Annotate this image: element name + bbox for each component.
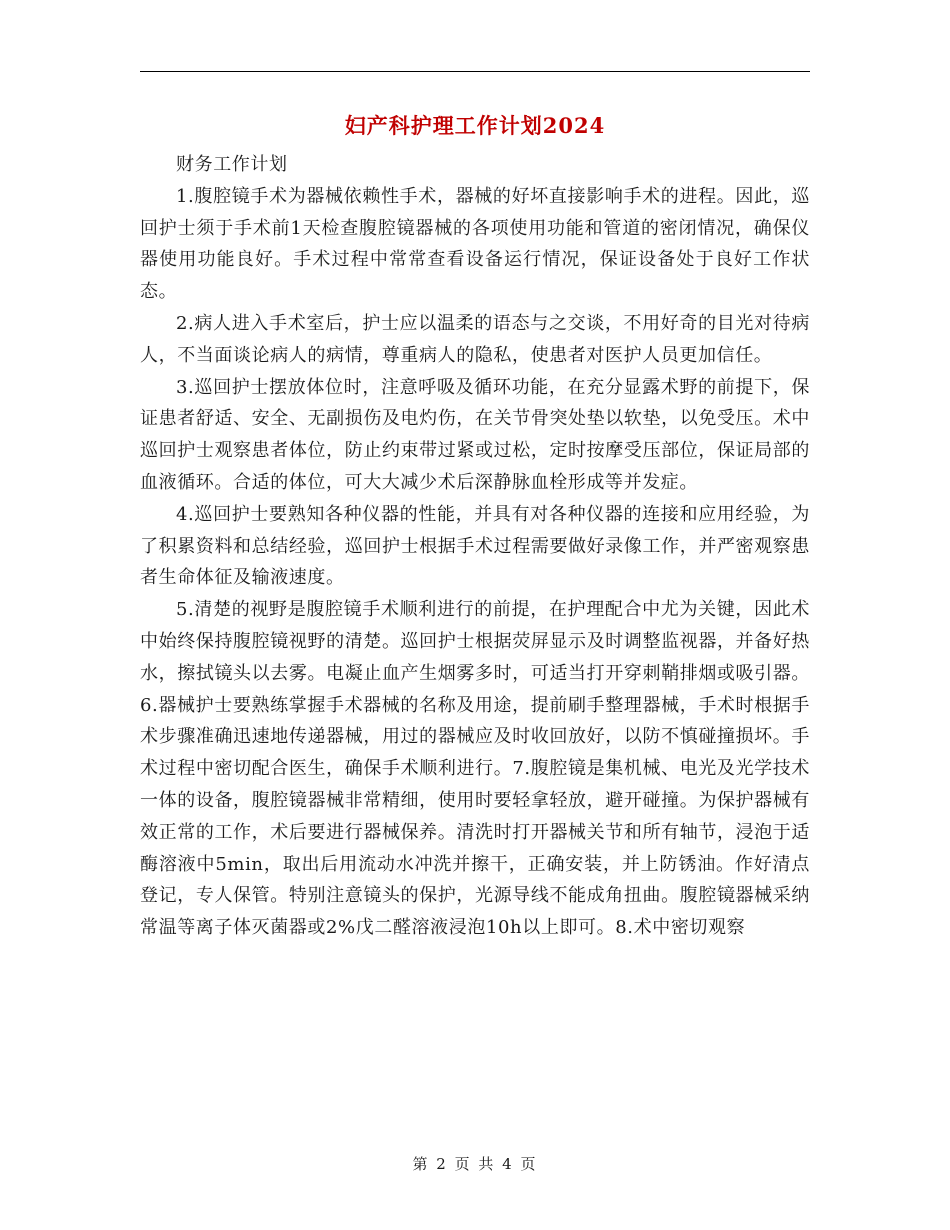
- paragraph-1: 1.腹腔镜手术为器械依赖性手术，器械的好坏直接影响手术的进程。因此，巡回护士须于手术前1天检查腹腔镜器械的各项使用功能和管道的密闭情况，确保仪器使用功能良好。手术过程中常常查看设备运行情况，保证设备处于良好工作状态。: [140, 185, 810, 303]
- page-footer: 第 2 页 共 4 页: [412, 1155, 538, 1173]
- document-body: [140, 149, 810, 944]
- document-title: 妇产科护理工作计划2024: [344, 113, 606, 138]
- paragraph-5: 5.清楚的视野是腹腔镜手术顺利进行的前提，在护理配合中尤为关键，因此术中始终保持腹腔镜视野的清楚。巡回护士根据荧屏显示及时调整监视器，并备好热水，擦拭镜头以去雾。电凝止血产生烟雾多时，可适当打开穿刺鞘排烟或吸引器。6.器械护士要熟练掌握手术器械的名称及用途，提前刷手整理器械，手术时根据手术步骤准确迅速地传递器械，用过的器械应及时收回放好，以防不慎碰撞损坏。手术过程中密切配合医生，确保手术顺利进行。7.腹腔镜是集机械、电光及光学技术一体的设备，腹腔镜器械非常精细，使用时要轻拿轻放，避开碰撞。为保护器械有效正常的工作，术后要进行器械保养。清洗时打开器械关节和所有轴节，浸泡于适酶溶液中5min，取出后用流动水冲洗并擦干，正确安装，并上防锈油。作好清点登记，专人保管。特别注意镜头的保护，光源导线不能成角扭曲。腹腔镜器械采纳常温等离子体灭菌器或2%戊二醛溶液浸泡10h以上即可。8.术中密切观察: [140, 599, 810, 939]
- header-rule: [140, 71, 810, 72]
- paragraph-3: 3.巡回护士摆放体位时，注意呼吸及循环功能，在充分显露术野的前提下，保证患者舒适、安全、无副损伤及电灼伤，在关节骨突处垫以软垫，以免受压。术中巡回护士观察患者体位，防止约束带过紧或过松，定时按摩受压部位，保证局部的血液循环。合适的体位，可大大减少术后深静脉血栓形成等并发症。: [140, 376, 810, 493]
- paragraph-2: 2.病人进入手术室后，护士应以温柔的语态与之交谈，不用好奇的目光对待病人，不当面谈论病人的病情，尊重病人的隐私，使患者对医护人员更加信任。: [140, 312, 810, 366]
- paragraph-4: 4.巡回护士要熟知各种仪器的性能，并具有对各种仪器的连接和应用经验，为了积累资料和总结经验，巡回护士根据手术过程需要做好录像工作，并严密观察患者生命体征及输液速度。: [140, 503, 810, 589]
- paragraph-subtitle: 财务工作计划: [176, 154, 288, 175]
